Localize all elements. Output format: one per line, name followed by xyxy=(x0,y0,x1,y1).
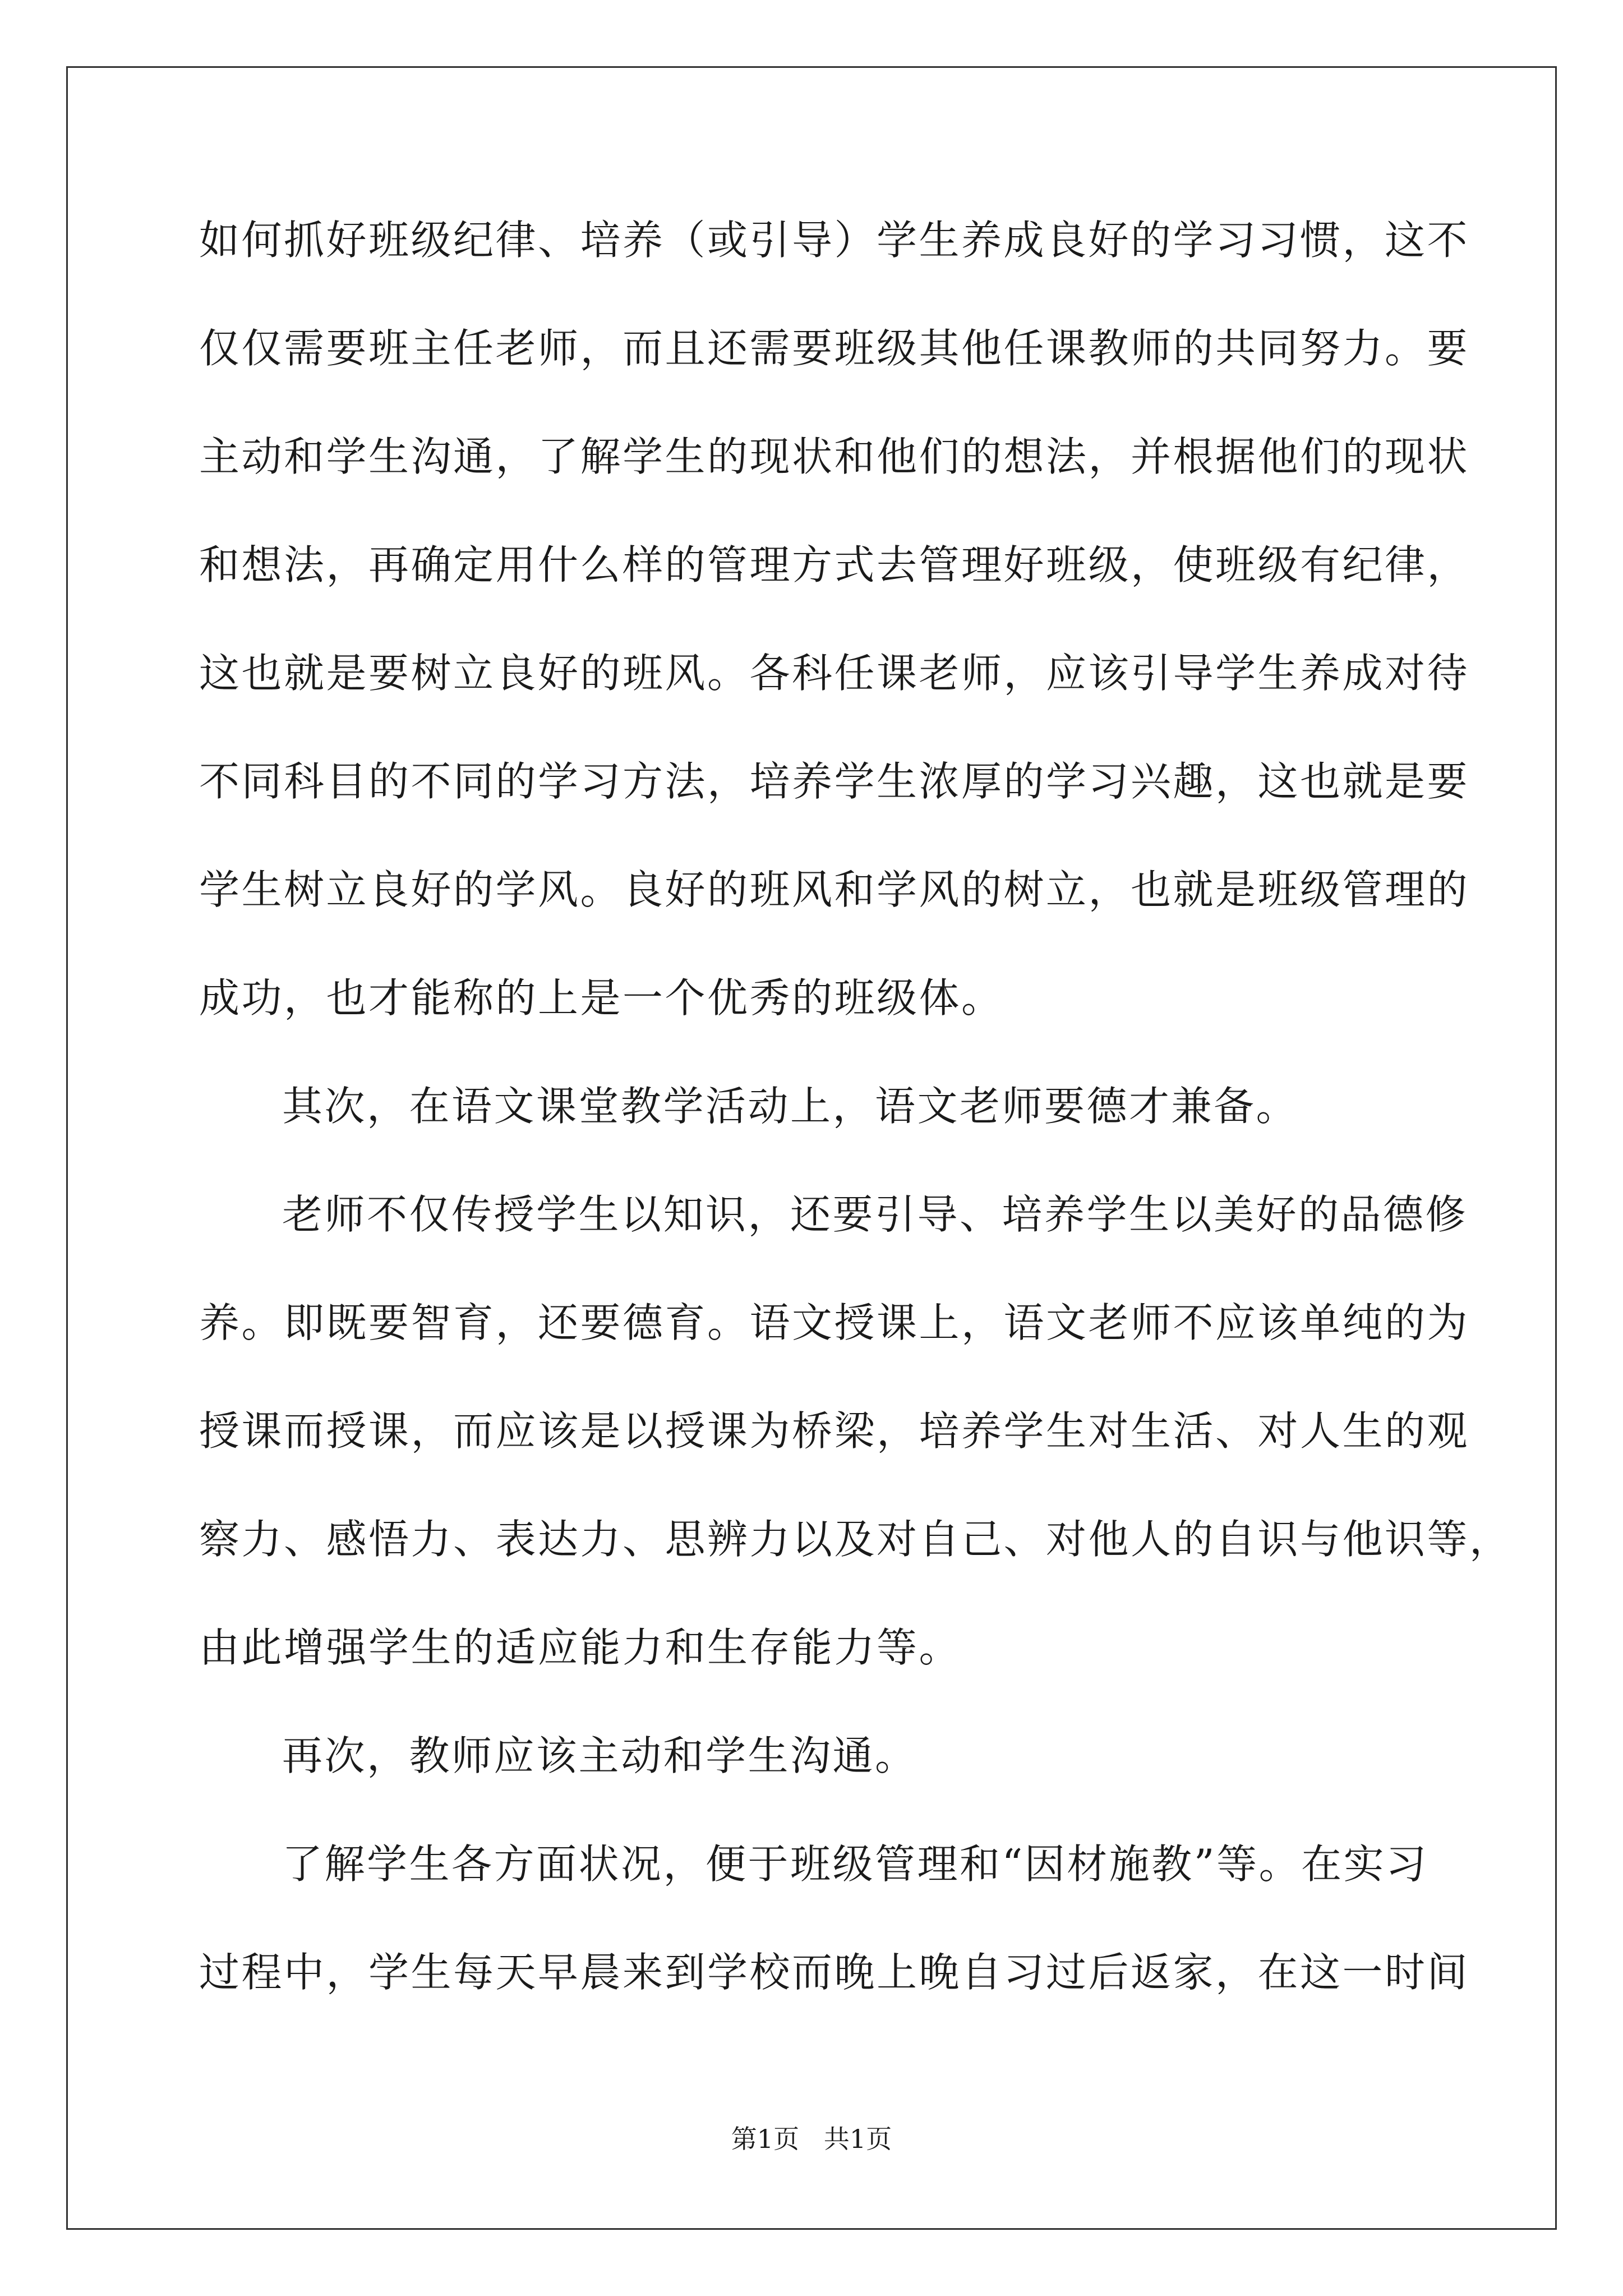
text-line: 授课而授课，而应该是以授课为桥梁，培养学生对生活、对人生的观 xyxy=(199,1407,1470,1455)
text-line: 和想法，再确定用什么样的管理方式去管理好班级，使班级有纪律， xyxy=(199,541,1470,588)
document-body xyxy=(199,217,1512,2060)
text-line: 不同科目的不同的学习方法，培养学生浓厚的学习兴趣，这也就是要 xyxy=(199,758,1470,805)
text-line: 老师不仅传授学生以知识，还要引导、培养学生以美好的品德修 xyxy=(282,1191,1468,1238)
text-line: 其次，在语文课堂教学活动上，语文老师要德才兼备。 xyxy=(282,1083,1299,1130)
text-line: 察力、感悟力、表达力、思辨力以及对自己、对他人的自识与他识等， xyxy=(199,1516,1512,1563)
text-line: 了解学生各方面状况，便于班级管理和“因材施教”等。在实习 xyxy=(282,1841,1428,1888)
text-line: 过程中，学生每天早晨来到学校而晚上晚自习过后返家，在这一时间 xyxy=(199,1949,1470,1996)
text-line: 由此增强学生的适应能力和生存能力等。 xyxy=(199,1624,962,1671)
text-line: 养。即既要智育，还要德育。语文授课上，语文老师不应该单纯的为 xyxy=(199,1299,1470,1346)
text-line: 主动和学生沟通，了解学生的现状和他们的想法，并根据他们的现状 xyxy=(199,433,1470,480)
text-line: 学生树立良好的学风。良好的班风和学风的树立，也就是班级管理的 xyxy=(199,866,1470,913)
text-line: 成功，也才能称的上是一个优秀的班级体。 xyxy=(199,974,1004,1022)
text-line: 仅仅需要班主任老师，而且还需要班级其他任课教师的共同努力。要 xyxy=(199,325,1470,372)
text-line: 这也就是要树立良好的班风。各科任课老师，应该引导学生养成对待 xyxy=(199,650,1470,697)
text-line: 再次，教师应该主动和学生沟通。 xyxy=(282,1732,917,1779)
page-number-footer: 第1页 共1页 xyxy=(731,2124,892,2154)
text-line: 如何抓好班级纪律、培养（或引导）学生养成良好的学习习惯，这不 xyxy=(199,217,1470,264)
